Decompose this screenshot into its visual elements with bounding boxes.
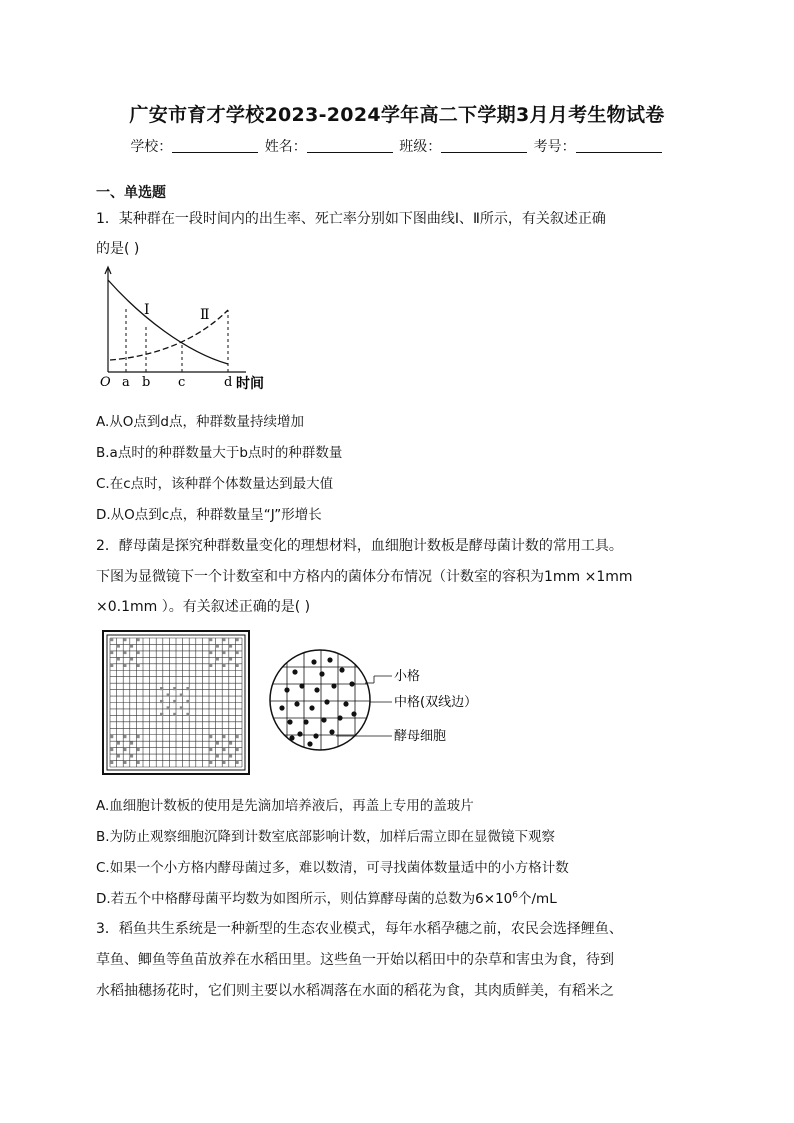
q1-option-b[interactable]: B.a点时的种群数量大于b点时的种群数量 (96, 445, 343, 461)
label-middle-square: 中格(双线边） (394, 695, 478, 710)
axes (105, 267, 246, 372)
label-small-square: 小格 (394, 669, 421, 684)
counting-chamber-grid (102, 630, 250, 775)
q3-stem-line1: 3．稻鱼共生系统是一种新型的生态农业模式，每年水稻孕穗之前，农民会选择鲤鱼、 (96, 921, 623, 937)
yeast-cell-dot (294, 701, 299, 706)
yeast-cell-dot (279, 705, 284, 710)
yeast-cell-dot (284, 687, 289, 692)
q2-option-c[interactable]: C.如果一个小方格内酵母菌过多，难以数清，可寻找菌体数量适中的小方格计数 (96, 860, 569, 876)
middle-square-magnified (262, 648, 502, 753)
x-point-c: c (178, 375, 186, 390)
yeast-cell-dot (349, 681, 354, 686)
q2-option-b[interactable]: B.为防止观察细胞沉降到计数室底部影响计数，加样后需立即在显微镜下观察 (96, 829, 556, 845)
label-yeast-cell: 酵母细胞 (394, 729, 447, 744)
exam-number-label: 考号： (533, 139, 576, 155)
exam-number-blank[interactable] (576, 138, 662, 153)
q1-stem-line1: 1．某种群在一段时间内的出生率、死亡率分别如下图曲线Ⅰ、Ⅱ所示，有关叙述正确 (96, 211, 606, 227)
yeast-cell-dot (309, 705, 314, 710)
student-info-line (0, 136, 794, 156)
q3-stem-line2: 草鱼、鲫鱼等鱼苗放养在水稻田里。这些鱼一开始以稻田中的杂草和害虫为食，待到 (96, 952, 614, 968)
yeast-cell-dot (289, 735, 294, 740)
yeast-cell-dot (287, 719, 292, 724)
q1-option-d[interactable]: D.从O点到c点，种群数量呈“J”形增长 (96, 507, 322, 523)
yeast-cell-dot (339, 667, 344, 672)
yeast-cell-dot (299, 683, 304, 688)
yeast-cell-dot (327, 657, 332, 662)
name-blank[interactable] (307, 138, 393, 153)
q2-option-d-exponent: 6 (512, 890, 518, 901)
yeast-cell-dot (297, 731, 302, 736)
q2-option-d[interactable] (96, 887, 557, 907)
x-point-d: d (224, 375, 233, 390)
class-blank[interactable] (441, 138, 527, 153)
yeast-cell-dot (321, 717, 326, 722)
yeast-cell-dot (337, 715, 342, 720)
yeast-cell-dot (313, 733, 318, 738)
q1-birth-death-rate-figure (96, 262, 286, 397)
x-axis-label: 时间 (236, 376, 264, 392)
yeast-cell-dot (314, 687, 319, 692)
curve-label-I: Ⅰ (144, 302, 150, 318)
school-label: 学校： (130, 139, 173, 155)
yeast-cell-dot (292, 669, 297, 674)
q2-option-d-unit: 个/mL (518, 891, 557, 907)
yeast-cell-dot (319, 671, 324, 676)
class-label: 班级： (399, 139, 442, 155)
yeast-cell-dot (329, 729, 334, 734)
curve-label-II: Ⅱ (200, 307, 210, 323)
yeast-cell-dot (324, 699, 329, 704)
section-heading: 一、单选题 (96, 185, 166, 201)
q2-stem-line2: 下图为显微镜下一个计数室和中方格内的菌体分布情况（计数室的容积为1mm ×1mm (96, 569, 633, 585)
school-blank[interactable] (172, 138, 258, 153)
origin-label: O (100, 375, 111, 390)
q1-stem-line2: 的是( ) (96, 241, 140, 257)
q2-option-d-text: D.若五个中格酵母菌平均数为如图所示，则估算酵母菌的总数为6×10 (96, 891, 513, 907)
name-label: 姓名： (264, 139, 307, 155)
yeast-cell-dot (351, 711, 356, 716)
x-point-a: a (122, 375, 130, 390)
yeast-cell-dot (303, 719, 308, 724)
q1-option-c[interactable]: C.在c点时，该种群个体数量达到最大值 (96, 476, 334, 492)
page-title: 广安市育才学校2023-2024学年高二下学期3月月考生物试卷 (129, 104, 665, 126)
q2-stem-line3: ×0.1mm ）。有关叙述正确的是( ) (96, 599, 311, 615)
q1-option-a[interactable]: A.从O点到d点，种群数量持续增加 (96, 414, 304, 430)
yeast-cell-dot (343, 701, 348, 706)
x-point-b: b (142, 375, 151, 390)
q2-option-a[interactable]: A.血细胞计数板的使用是先滴加培养液后，再盖上专用的盖玻片 (96, 798, 474, 814)
q2-stem-line1: 2．酵母菌是探究种群数量变化的理想材料，血细胞计数板是酵母菌计数的常用工具。 (96, 538, 623, 554)
yeast-cell-dot (307, 741, 312, 746)
yeast-cell-dot (331, 683, 336, 688)
q3-stem-line3: 水稻抽穗扬花时，它们则主要以水稻凋落在水面的稻花为食，其肉质鲜美，有稻米之 (96, 983, 614, 999)
yeast-cell-dot (311, 659, 316, 664)
